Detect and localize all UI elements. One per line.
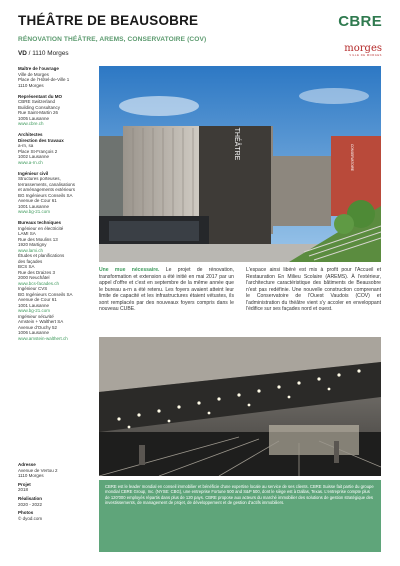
techniques-line: Avenue de Cour 61: [18, 297, 57, 302]
techniques-line: Rue des Moulins 13: [18, 236, 58, 242]
civil-line: et aménagements extérieurs: [18, 187, 76, 192]
representant-label: Représentant du MO: [18, 93, 63, 99]
page-subtitle: RÉNOVATION THÉÂTRE, AREMS, CONSERVATOIRE (COV): [18, 36, 207, 43]
location-line: [18, 50, 69, 57]
adresse-block: [18, 462, 96, 479]
securite-label: Ingénieur sécurité: [18, 313, 54, 319]
interior-photo: [99, 337, 381, 476]
maitre-line: Place de l'Hôtel-de-Ville 1: [18, 77, 70, 82]
civil-line: 1001 Lausanne: [18, 203, 50, 209]
body-paragraph-1: Le projet de rénovation, transformation et extension a été initié en mai 2017 par un appel d'offre et c'est en septembre de la même année que le bureau a-rn a été retenu. Les foyers avaient atteint leur limite de capacité et les infrastructures étaient vétustes, ils sont remplacés par des nouveaux foyers compris dans le nouveau CUBE.: [99, 267, 235, 312]
morges-logo-sub: VILLE DE MORGES: [349, 54, 382, 57]
techniques-block: [18, 220, 96, 341]
adresse-line: Avenue de Vertou 2: [18, 467, 58, 473]
realisation-label: Réalisation: [18, 495, 43, 501]
civil-line: BG Ingénieurs Conseils SA: [18, 192, 73, 198]
civil-line: Structures porteuses,: [18, 176, 61, 181]
civil-line: terrassements, canalisations: [18, 181, 76, 187]
adresse-line: 1110 Morges: [18, 473, 44, 479]
techniques-line: des façades: [18, 258, 43, 264]
facade-sign: THÉÂTRE: [233, 127, 240, 161]
amstein-link[interactable]: www.amstein-walthert.ch: [18, 335, 68, 341]
facade-sign-right: CONSERVATOIRE: [350, 144, 354, 172]
project-info: [18, 462, 96, 524]
maitre-line: Ville de Morges: [18, 71, 49, 77]
photos-block: [18, 510, 96, 521]
body-text: [99, 267, 381, 313]
civil-link[interactable]: www.bg-21.com: [18, 209, 51, 214]
architectes-label: Architectes: [18, 132, 43, 137]
cvs-label: Ingénieur CVS: [18, 286, 48, 291]
architectes-link[interactable]: www.a-rn.ch: [18, 159, 43, 165]
projet-value: 2018: [18, 487, 29, 493]
techniques-line: 1920 Martigny: [18, 242, 47, 247]
techniques-line: BCS SA: [18, 264, 35, 269]
photos-label: Photos: [18, 510, 34, 516]
techniques-line: Rue des Draizes 3: [18, 269, 56, 275]
maitre-label: Maître de l'ouvrage: [18, 66, 59, 71]
morges-logo: [344, 44, 382, 57]
body-paragraph-2: L'espace ainsi libéré est mis à profit pour l'Accueil et Restauration En Milieu Scolaire (AREMS). À l'extérieur, l'architecture caractéristique des bâtiments de Beausobre n'est pas redéfinie. Une nouvelle construction comprenant le Conservatoire de l'Ouest Vaudois (COV) et l'administration du théâtre vient s'y accoler en enveloppant l'édifice sur ses façades nord et ouest.: [246, 267, 381, 312]
projet-label: Projet: [18, 481, 31, 487]
techniques-line: 2000 Neuchâtel: [18, 275, 50, 280]
cbre-info-box: [99, 480, 381, 552]
maitre-block: [18, 66, 96, 88]
adresse-label: Adresse: [18, 462, 36, 467]
techniques-label: Bureaux techniques: [18, 220, 62, 225]
location-separator: /: [26, 50, 33, 57]
representant-line: Building Consultancy: [18, 104, 61, 110]
representant-link[interactable]: www.cbre.ch: [18, 121, 44, 126]
techniques-line: 1001 Lausanne: [18, 302, 50, 308]
civil-label: Ingénieur civil: [18, 170, 49, 176]
body-column-2: [246, 267, 381, 313]
credits-sidebar: [18, 66, 96, 347]
civil-line: Avenue de Cour 61: [18, 198, 57, 203]
architectes-block: [18, 132, 96, 165]
realisation-block: [18, 496, 96, 507]
techniques-line: Études et planifications: [18, 253, 65, 258]
body-column-1: [99, 267, 234, 313]
representant-line: CBRE Switzerland: [18, 99, 56, 104]
lami-link[interactable]: www.lami.ch: [18, 247, 44, 253]
page-title: THÉÂTRE DE BEAUSOBRE: [18, 13, 199, 28]
architectes-line: Place St-François 2: [18, 148, 58, 154]
techniques-line: 1006 Lausanne: [18, 330, 50, 335]
architectes-line: 1002 Lausanne: [18, 154, 50, 159]
direction-label: Direction des travaux: [18, 137, 64, 143]
realisation-value: 2020 - 2022: [18, 501, 43, 507]
cbre-info-text: CBRE est le leader mondial en conseil immobilier et bénéficie d'une expertise locale au service de ses clients. CBRE Suisse fait partie du groupe mondial CBRE Group, Inc. (NYSE: CBG), une entreprise Fortune 500 and S&P 500, dont le siège est à Dallas, Texas. L'entreprise compte plus de 120'000 employés répartis dans plus de 120 pays. CBRE propose aux acteurs du marché immobilier des solutions de gestion stratégique des investissements, de management de projet, de développement et de gestion d'actifs immobiliers.: [105, 484, 374, 506]
cbre-logo: CBRE: [338, 13, 382, 30]
bg-link[interactable]: www.bg-21.com: [18, 308, 51, 313]
architectes-line: a-rn, sa: [18, 143, 34, 148]
bcs-link[interactable]: www.bcs-facades.ch: [18, 280, 60, 286]
exterior-photo: [99, 66, 381, 262]
techniques-line: Ingénieur en électricité: [18, 225, 64, 231]
photos-credit: © dyod.com: [18, 515, 43, 521]
body-lead: Une mue nécessaire.: [99, 267, 160, 273]
representant-line: 1005 Lausanne: [18, 115, 50, 121]
city: 1110 Morges: [32, 50, 69, 57]
techniques-line: Amstein + Walthert SA: [18, 319, 64, 324]
techniques-line: LAMI SA: [18, 231, 36, 236]
civil-block: [18, 171, 96, 215]
maitre-line: 1110 Morges: [18, 82, 44, 88]
canton: VD: [18, 50, 27, 57]
morges-logo-word: morges: [344, 43, 382, 54]
representant-block: [18, 94, 96, 127]
techniques-line: BG Ingénieurs Conseils SA: [18, 291, 73, 297]
projet-block: [18, 482, 96, 493]
techniques-line: Avenue d'Ouchy 52: [18, 324, 58, 330]
representant-line: Rue Saint-Martin 26: [18, 110, 59, 115]
